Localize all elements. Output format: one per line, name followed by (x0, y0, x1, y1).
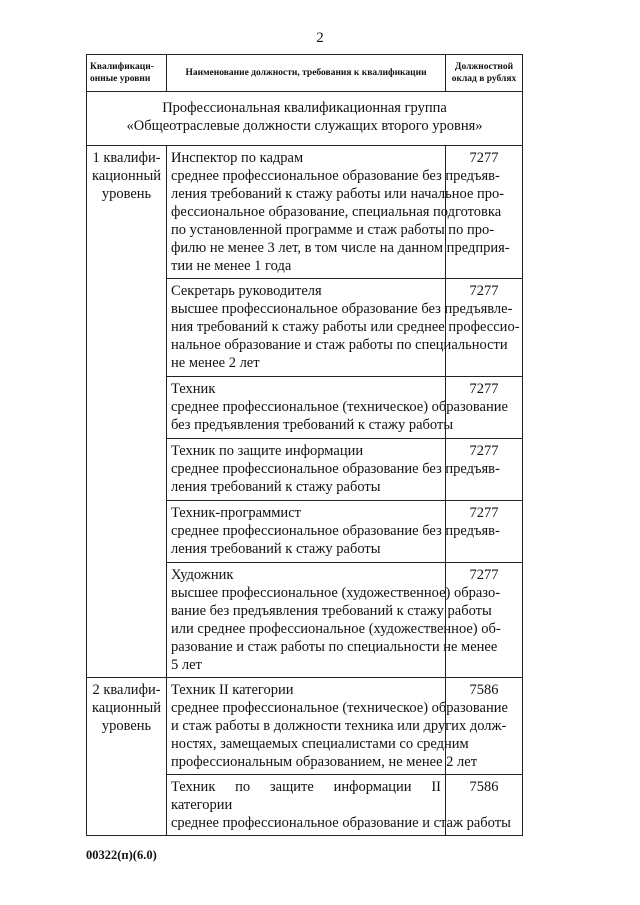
position-requirement-line: по установленной программе и стаж работы по про- (171, 222, 495, 238)
position-requirement-line: фессиональное образование, специальная подготовка (171, 204, 502, 220)
table-row (87, 678, 523, 775)
position-requirement-line: высшее профессиональное образование без предъявле- (171, 301, 513, 317)
position-title: Техник (171, 381, 216, 397)
qualification-level-cell (87, 146, 167, 678)
position-title: Инспектор по кадрам (171, 150, 304, 166)
document-code: 00322(п)(6.0) (86, 848, 157, 862)
position-title: Секретарь руководителя (171, 283, 322, 299)
position-requirement-line: филю не менее 3 лет, в том числе на данном предприя- (171, 240, 510, 256)
position-requirement-line: не менее 2 лет (171, 355, 260, 371)
salary-value: 7277 (446, 146, 523, 279)
position-requirement-line: ления требований к стажу работы (171, 541, 381, 557)
salary-value: 7277 (446, 563, 523, 678)
position-requirement-line: среднее профессиональное (техническое) образование (171, 700, 508, 716)
position-requirement-line: 5 лет (171, 657, 202, 673)
header-col1-line1: Квалификаци- (90, 62, 154, 72)
position-requirement-line: ния требований к стажу работы или среднее профессио- (171, 319, 520, 335)
salary-table (86, 54, 523, 836)
salary-value: 7277 (446, 501, 523, 563)
position-requirement-line: среднее профессиональное образование без предъяв- (171, 461, 500, 477)
position-requirement-line: вание без предъявления требований к стажу работы (171, 603, 492, 619)
group-line1: Профессиональная квалификационная группа (162, 100, 447, 116)
position-requirement-line: или среднее профессиональное (художественное) об- (171, 621, 501, 637)
table-row (87, 146, 523, 279)
group-line2: «Общеотраслевые должности служащих второго уровня» (126, 118, 483, 134)
salary-value: 7277 (446, 377, 523, 439)
position-requirement-line: тии не менее 1 года (171, 258, 292, 274)
qualification-level-cell (87, 678, 167, 836)
position-requirement-line: высшее профессиональное (художественное) образо- (171, 585, 501, 601)
position-title: Техник по защите информации (171, 443, 364, 459)
header-col3-line1: Должностной (454, 62, 514, 72)
qualification-level-line: кационный (91, 700, 162, 716)
qualification-level-line: 2 квалифи- (92, 682, 161, 698)
group-row (87, 92, 523, 146)
position-requirement-line: среднее профессиональное (техническое) образование (171, 399, 508, 415)
position-requirement-line: профессиональным образованием, не менее 2 лет (171, 754, 478, 770)
header-col1-line2: онные уровни (90, 74, 151, 84)
header-qualification-levels (87, 55, 167, 92)
header-position-name: Наименование должности, требования к квалификации (167, 55, 446, 92)
position-requirement-line: и стаж работы в должности техника или других долж- (171, 718, 507, 734)
position-title: Техник II категории (171, 682, 294, 698)
position-requirement-line: без предъявления требований к стажу работы (171, 417, 454, 433)
position-requirement-line: ления требований к стажу работы или начальное про- (171, 186, 505, 202)
qualification-level-line: уровень (101, 186, 152, 202)
table-header-row (87, 55, 523, 92)
salary-value: 7277 (446, 439, 523, 501)
page-number: 2 (316, 30, 324, 46)
salary-value: 7586 (446, 775, 523, 836)
salary-value: 7277 (446, 279, 523, 377)
position-requirement-line: среднее профессиональное образование без предъяв- (171, 168, 500, 184)
table-body (87, 146, 523, 836)
position-requirement-line: разование и стаж работы по специальности не менее (171, 639, 498, 655)
position-requirement-line: ления требований к стажу работы (171, 479, 381, 495)
position-title: Техник-программист (171, 505, 301, 521)
group-title (87, 92, 523, 146)
qualification-level-line: кационный (91, 168, 162, 184)
header-salary (446, 55, 523, 92)
position-title: Техник по защите информации II категории (171, 779, 441, 813)
position-requirement-line: среднее профессиональное образование без предъяв- (171, 523, 500, 539)
position-requirement-line: нальное образование и стаж работы по специальности (171, 337, 508, 353)
qualification-level-line: уровень (101, 718, 152, 734)
salary-value: 7586 (446, 678, 523, 775)
position-requirement-line: ностях, замещаемых специалистами со средним (171, 736, 469, 752)
position-title: Художник (171, 567, 234, 583)
qualification-level-line: 1 квалифи- (92, 150, 161, 166)
header-col3-line2: оклад в рублях (451, 74, 517, 84)
position-requirement-line: среднее профессиональное образование и стаж работы (171, 815, 511, 831)
